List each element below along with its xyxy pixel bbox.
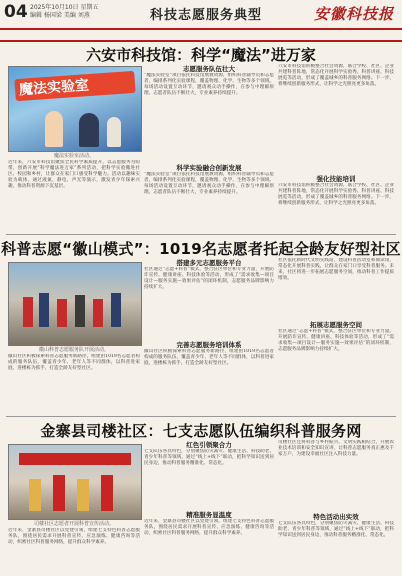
article2-caption: 徽山科普志愿服务队开展活动。 <box>38 347 109 353</box>
article2-body-mid-2: 徽山社区积极探索科普志愿服务新路径，组建由1019名志愿者构成的服务队伍，覆盖青少年、老年人等不同群体，以科普进家庭、进楼栋为抓手，打造全龄友好型社区。 <box>144 349 274 367</box>
article3-body-mid: 七支队伍各具特色，分别聚焦防灾减灾、健康生活、科技助老、青少年科普等领域，通过“线上+线下”联动，把科学知识送到居民身边，推动科普服务精准化、常态化。 <box>144 449 274 467</box>
article2-subhead-1: 搭建多元志愿服务平台 <box>176 259 242 267</box>
article1-subhead-4: 强化技能培训 <box>316 175 356 183</box>
article3-subhead-2: 精准服务显温度 <box>186 511 232 519</box>
article2-subhead-2: 完善志愿服务培训体系 <box>176 341 242 349</box>
date-line <box>30 4 140 20</box>
article1-subhead-1: 志愿服务队伍壮大 <box>183 65 235 73</box>
article1-body-mid-2: “魔法实验室”项目依托科技馆展教资源，组织科普辅导员和志愿者，编排系列化实验课程，覆盖物理、化学、生物等多个领域。每场活动设置互动环节，邀请观众动手操作，在参与中理解原理。志愿者队伍不断壮大，专业素养持续提升。 <box>144 172 274 196</box>
article1-body-right-top: 六安市科技馆积极整合社会资源，联合学校、社区、企业共建科普阵地，常态化开展科学实验秀、科普讲座、科技展览等活动，形成了覆盖城乡的科普服务网络。下一步，将继续创新服务形式，让科学之光照亮更多角落。 <box>278 64 394 88</box>
editor-text: 编辑 杨国梁 美编 刘燕 <box>30 12 90 19</box>
article2-subhead-3: 拓展志愿服务空间 <box>310 321 362 329</box>
article1-photo-banner-text: 魔法实验室 <box>18 77 90 99</box>
article3-body-right-2: 七支队伍各具特色，分别聚焦防灾减灾、健康生活、科技助老、青少年科普等领域，通过“线上+线下”联动，把科学知识送到居民身边，推动科普服务精准化、常态化。 <box>278 521 394 539</box>
article1-photo <box>8 66 142 152</box>
article1-body-right-2: 六安市科技馆积极整合社会资源，联合学校、社区、企业共建科普阵地，常态化开展科学实验秀、科普讲座、科技展览等活动，形成了覆盖城乡的科普服务网络。下一步，将继续创新服务形式，让科学之光照亮更多角落。 <box>278 183 394 207</box>
article3-subhead-1: 红色引领聚合力 <box>186 441 232 449</box>
section-title: 科技志愿服务典型 <box>150 8 263 23</box>
article1-body-left: 近年来，六安市科技馆聚焦全民科学素质提升，以志愿服务为纽带，创新开展“科学魔法进万家”系列活动，把科学实验搬进社区、校园和乡村，让群众在家门口感受科学魅力。活动以趣味实验为载体，通过液氮、静电、声光等演示，激发青少年探索兴趣，推动科普资源下沉基层。 <box>8 160 140 190</box>
article2-body-mid: 社区通过“志愿+科普”模式，整合驻区单位和专业力量，开展防诈宣传、健康讲座、科技体验等活动，形成了“需求收集—项目设计—服务实施—效果评估”的闭环机制，志愿服务品牌影响力持续扩大。 <box>144 267 274 291</box>
brand-logo: 安徽科技报 <box>313 5 394 23</box>
article1-title: 六安市科技馆：科学“魔法”进万家 <box>86 46 316 64</box>
divider-2 <box>6 416 396 417</box>
article3-subhead-3: 特色活动出实效 <box>313 513 359 521</box>
article1-body-mid: “魔法实验室”项目依托科技馆展教资源，组织科普辅导员和志愿者，编排系列化实验课程，覆盖物理、化学、生物等多个领域。每场活动设置互动环节，邀请观众动手操作，在参与中理解原理。志愿者队伍不断壮大，专业素养持续提升。 <box>144 73 274 97</box>
article3-body-left: 近年来，金寨县司楼社区以党建引领，组建七支特色科普志愿服务队，围绕居民需求开展科普宣传、应急演练、健康咨询等活动，织密社区科普服务网络，提升群众科学素养。 <box>8 528 140 546</box>
article1-caption: 魔法实验室活动。 <box>53 153 94 159</box>
header-rule <box>0 28 402 30</box>
article3-photo <box>8 444 142 520</box>
page-number: 04 <box>4 2 28 22</box>
article2-body-right: 社区依托新时代文明实践站，建设科普活动室和阅读角，常态化开展科普实践，让群众在家门口享受科普服务。未来，社区将进一步拓展志愿服务空间，推动科普工作提质增效。 <box>278 258 394 282</box>
article2-body-right-2: 社区通过“志愿+科普”模式，整合驻区单位和专业力量，开展防诈宣传、健康讲座、科技体验等活动，形成了“需求收集—项目设计—服务实施—效果评估”的闭环机制，志愿服务品牌影响力持续扩大。 <box>278 329 394 353</box>
article1-subhead-2: 科学实验融合创新发展 <box>176 164 242 172</box>
article3-caption: 司楼社区志愿者开展科普宣传活动。 <box>33 521 114 527</box>
page-header <box>0 0 402 42</box>
divider-1 <box>6 234 396 235</box>
article3-title: 金寨县司楼社区：七支志愿队伍编织科普服务网 <box>40 422 362 440</box>
date-text: 2025年10月10日 星期五 <box>30 4 99 11</box>
article2-body-left: 徽山社区积极探索科普志愿服务新路径，组建由1019名志愿者构成的服务队伍，覆盖青少年、老年人等不同群体，以科普进家庭、进楼栋为抓手，打造全龄友好型社区。 <box>8 354 140 372</box>
article2-photo <box>8 262 142 346</box>
article3-body-right: 司楼社区还将科普与乡村振兴、文明实践相结合，开展农业技术培训和安全知识宣讲，让科普志愿服务真正惠及千家万户，为建设幸福社区注入科技力量。 <box>278 440 394 458</box>
article2-title: 科普志愿“徽山模式”：1019名志愿者托起全龄友好型社区 <box>1 240 401 258</box>
article3-body-mid-2: 近年来，金寨县司楼社区以党建引领，组建七支特色科普志愿服务队，围绕居民需求开展科普宣传、应急演练、健康咨询等活动，织密社区科普服务网络，提升群众科学素养。 <box>144 519 274 537</box>
